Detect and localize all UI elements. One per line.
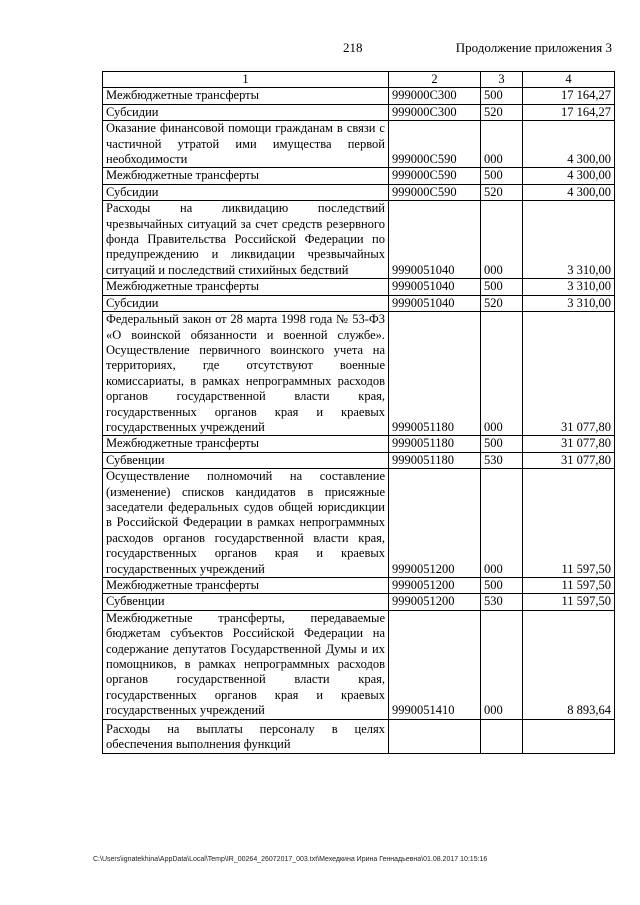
cell-code: 9990051040 [389,201,481,279]
cell-code: 9990051040 [389,279,481,295]
cell-name: Субвенции [103,452,389,468]
cell-code: 9990051410 [389,610,481,719]
table-row [103,295,615,311]
cell-type: 500 [481,279,523,295]
cell-code: 9990051040 [389,295,481,311]
cell-type: 520 [481,184,523,200]
cell-type: 520 [481,295,523,311]
cell-name: Оказание финансовой помощи гражданам в связи с частичной утратой ими имущества первой необходимости [103,121,389,168]
cell-type: 500 [481,436,523,452]
table-row [103,104,615,120]
cell-amount: 11 597,50 [523,578,615,594]
cell-type: 000 [481,121,523,168]
table-row [103,312,615,436]
cell-name: Расходы на ликвидацию последствий чрезвычайных ситуаций за счет средств резервного фонда Правительства Российской Федерации по предупреждению и ликвидации чрезвычайных ситуаций и последствий стихийных бедствий [103,201,389,279]
cell-code: 9990051200 [389,594,481,610]
header-row [103,72,615,88]
cell-type: 500 [481,88,523,104]
continuation-label: Продолжение приложения 3 [455,40,612,55]
table-row [103,610,615,719]
cell-code: 9990051180 [389,436,481,452]
cell-amount [523,719,615,753]
cell-name: Межбюджетные трансферты [103,578,389,594]
cell-code: 9990051200 [389,578,481,594]
cell-type: 500 [481,578,523,594]
table-row [103,436,615,452]
file-path-footer: C:\Users\ignatekhina\AppData\Local\Temp\IR_00264_26072017_003.txt\Мехедкина Ирина Геннадьевна\01.08.2017 10:15:16 [93,856,488,863]
table-row [103,469,615,578]
cell-name: Межбюджетные трансферты [103,436,389,452]
table-body [103,88,615,753]
cell-name: Субвенции [103,594,389,610]
table-row [103,88,615,104]
cell-code: 9990051180 [389,312,481,436]
cell-name: Федеральный закон от 28 марта 1998 года № 53-ФЗ «О воинской обязанности и военной службе». Осуществление первичного воинского учета на территориях, где отсутствуют военные комиссариаты, в рамках непрограммных расходов органов государственной власти края, государственных органов края и краевых государственных учреждений [103,312,389,436]
table-row [103,168,615,184]
table-row [103,184,615,200]
cell-type: 530 [481,594,523,610]
table-row [103,452,615,468]
cell-amount: 4 300,00 [523,121,615,168]
table-row [103,578,615,594]
table-row [103,594,615,610]
cell-amount: 11 597,50 [523,594,615,610]
cell-type: 000 [481,312,523,436]
cell-code: 999000С300 [389,88,481,104]
table-row [103,121,615,168]
cell-amount: 11 597,50 [523,469,615,578]
cell-amount: 31 077,80 [523,312,615,436]
cell-type: 000 [481,610,523,719]
cell-name: Субсидии [103,295,389,311]
cell-name: Субсидии [103,104,389,120]
cell-name: Межбюджетные трансферты [103,168,389,184]
cell-amount: 17 164,27 [523,88,615,104]
cell-name: Межбюджетные трансферты [103,279,389,295]
cell-type: 530 [481,452,523,468]
cell-code: 9990051180 [389,452,481,468]
cell-name: Субсидии [103,184,389,200]
cell-amount: 4 300,00 [523,168,615,184]
column-header-1: 1 [103,72,389,88]
budget-table [102,71,615,754]
cell-amount: 4 300,00 [523,184,615,200]
cell-type [481,719,523,753]
cell-amount: 8 893,64 [523,610,615,719]
table-row [103,279,615,295]
table-row [103,719,615,753]
cell-code: 999000С300 [389,104,481,120]
cell-type: 500 [481,168,523,184]
cell-amount: 3 310,00 [523,201,615,279]
cell-amount: 31 077,80 [523,436,615,452]
cell-amount: 31 077,80 [523,452,615,468]
column-header-2: 2 [389,72,481,88]
cell-type: 000 [481,201,523,279]
cell-code [389,719,481,753]
page-number: 218 [343,40,363,55]
cell-amount: 17 164,27 [523,104,615,120]
column-header-3: 3 [481,72,523,88]
cell-code: 999000С590 [389,184,481,200]
cell-amount: 3 310,00 [523,279,615,295]
table-row [103,201,615,279]
cell-amount: 3 310,00 [523,295,615,311]
cell-name: Осуществление полномочий на составление (изменение) списков кандидатов в присяжные заседатели федеральных судов общей юрисдикции в Российской Федерации в рамках непрограммных расходов органов государственной власти края, государственных органов края и краевых государственных учреждений [103,469,389,578]
cell-type: 000 [481,469,523,578]
cell-code: 9990051200 [389,469,481,578]
cell-code: 999000С590 [389,168,481,184]
cell-name: Межбюджетные трансферты, передаваемые бюджетам субъектов Российской Федерации на содержание депутатов Государственной Думы и их помощников, в рамках непрограммных расходов органов государственной власти края, государственных органов края и краевых государственных учреждений [103,610,389,719]
cell-code: 999000С590 [389,121,481,168]
column-header-4: 4 [523,72,615,88]
cell-name: Расходы на выплаты персоналу в целях обеспечения выполнения функций [103,719,389,753]
cell-type: 520 [481,104,523,120]
cell-name: Межбюджетные трансферты [103,88,389,104]
